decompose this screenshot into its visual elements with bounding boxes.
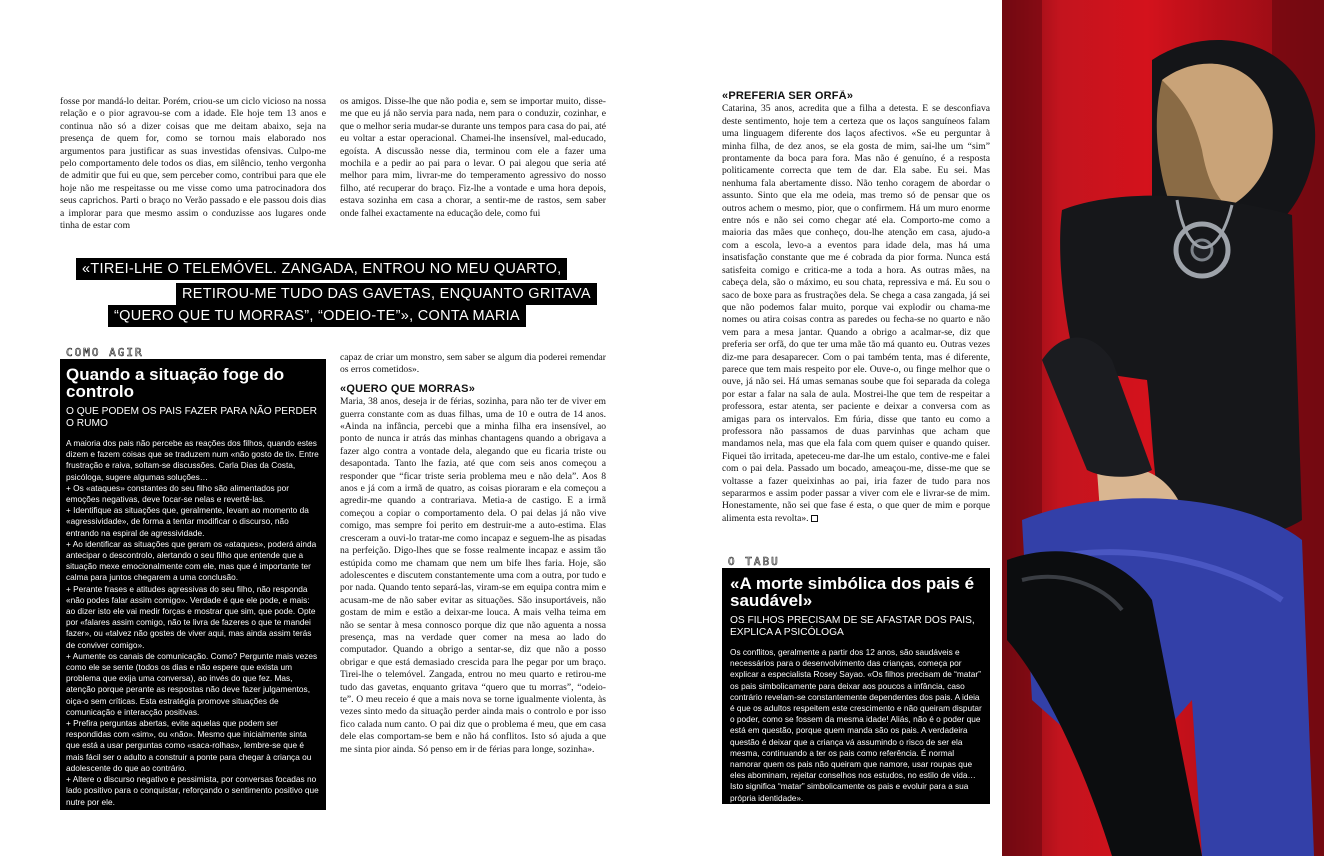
- article-paragraph: Maria, 38 anos, deseja ir de férias, sozinha, para não ter de viver em guerra constante com as duas filhas, uma de 10 e outra de 14 anos. «Ainda na infância, percebi que a minha filha era insensível, ao ponto de nunca ir atrás das minhas chantagens quando a obrigava a fazer algo contra a vontade dela, alegando que eu ficaria triste ou desapontada. Tanto lhe fazia, até que com seis anos começou a responder que “ficar triste seria problema meu e não dela”. Aos 8 anos e já com a irmã de quatro, as coisas pioraram e ela começou a agredir-me quando a contrariava. Metia-a de castigo. E a irmã começou a copiar o comportamento dela. O pai delas já não vive comigo, mas sempre foi perito em destruir-me a auto-estima. Elas cresceram a ouvi-lo tratar-me como incapaz e seguem-lhe as pisadas na perfeição. Digo-lhes que se fosse realmente incapaz e assim tão estúpida como me chamam que nem um bife lhes faria. Hoje, são adolescentes e discutem constantemente uma com a outra, por tudo e por nada. Quando tento separá-las, viram-se em equipa contra mim e acusam-me de não saber evitar as situações. São insuportáveis, não gostam de mim e estão a deixar-me louca. A mais velha teima em não se sentar à mesa connosco porque diz que não aguenta a nossa presença, mas na verdade quer comer na mesa ao lado do computador. Quando a obrigo a sentar-se, diz que não a posso obrigar e que está demasiado crescida para lhe pegar por um braço. Tirei-lhe o telemóvel. Zangada, entrou no meu quarto e retirou-me tudo das gavetas, enquanto gritava “quero que tu morras”, “odeio-te”. O meu receio é que a mais nova se torne igualmente violenta, às vezes sinto medo da situação perder ainda mais o controlo e por isso fico calada num canto. O pai diz que o problema é meu, que em casa dele elas comportam-se bem e não há conflitos. Isto só ajuda a que me sinta pior ainda. Só penso em ir de férias para longe, sozinha».: [340, 396, 606, 755]
- sidebar-body: [730, 647, 982, 804]
- sidebar-list-item: + Aumente os canais de comunicação. Como? Pergunte mais vezes como ele se sente (todos os dias e não espere que exista um problema que exija uma conversa), ao invés do que fez. Mas, atenção porque perante as respostas não deve fazer julgamentos, oiça-o sem críticas. Esta estratégia promove situações de comunicação e interacção positivas.: [66, 650, 318, 717]
- article-column-2b: [340, 352, 606, 816]
- sidebar-list-item: + Ao identificar as situações que geram os «ataques», poderá ainda antecipar o descontrolo, alertando o seu filho que entende que a situação mexe emocionalmente com ele, mas que é importante ter calma para juntos chegarem a uma conclusão.: [66, 538, 317, 583]
- end-mark-icon: [811, 515, 818, 522]
- sidebar-list-item: + Identifique as situações que, geralmente, levam ao momento da «agressividade», de forma a tentar modificar o discurso, não entrando na espiral de agressividade.: [66, 505, 309, 538]
- sidebar-list-item: + Os «ataques» constantes do seu filho são alimentados por emoções negativas, deve focar-se nelas e revertê-las.: [66, 482, 290, 505]
- sidebar-intro: A maioria dos pais não percebe as reações dos filhos, quando estes dizem e fazem coisas que se traduzem num «não gosto de ti». Entre frustração e raiva, soltam-se discussões. Carla Dias da Costa, psicóloga, sugere algumas soluções…: [66, 438, 319, 482]
- sidebar-box-tabu: [722, 568, 990, 804]
- article-column-2: [340, 96, 606, 232]
- sidebar-list-item: + Altere o discurso negativo e pessimista, por conversas focadas no lado positivo para o conquistar, reforçando o sentimento positivo que nutre por ele.: [66, 774, 319, 807]
- section-subhead: «QUERO QUE MORRAS»: [340, 382, 476, 395]
- sidebar-list-item: + Prefira perguntas abertas, evite aquelas que podem ser respondidas com «sim», ou «não». Mesmo que inicialmente sinta que está a usar perguntas como «saca-rolhas», lembre-se que é mais fácil ser o adulto a construir a ponte para chegar à criança ou adolescente do que ao contrário.: [66, 718, 312, 773]
- pull-quote-line-3: “QUERO QUE TU MORRAS”, “ODEIO-TE”», CONTA MARIA: [108, 305, 526, 327]
- article-column-1: [60, 96, 326, 232]
- pull-quote-line-2: RETIROU-ME TUDO DAS GAVETAS, ENQUANTO GRITAVA: [176, 283, 597, 305]
- sidebar-body: [66, 438, 320, 808]
- sidebar-kicker: O TABU: [728, 555, 780, 568]
- sidebar-kicker: COMO AGIR: [66, 346, 144, 359]
- sidebar-title: «A morte simbólica dos pais é saudável»: [730, 574, 975, 610]
- article-paragraph: [722, 103, 990, 525]
- article-paragraph: fosse por mandá-lo deitar. Porém, criou-se um ciclo vicioso na nossa relação e o pior agravou-se com a idade. Ele hoje tem 13 anos e continua não só a dizer coisas que me deitam abaixo, seja na presença de quem for, como se tornou mais elaborado nos argumentos para justificar as suas investidas ofensivas. Culpo-me pelo comportamento dele todos os dias, em silêncio, tenho vergonha de admitir que fui eu que, sem perceber como, contribui para que ele hoje não me respeitasse ou me visse como uma patrocinadora dos seus caprichos. Parti o braço no Verão passado e ele passou dois dias a implorar para que mesmo assim o conduzisse aos lugares onde tinha de estar com: [60, 96, 326, 232]
- photo-child: [1002, 0, 1324, 856]
- sidebar-list-item: + Perante frases e atitudes agressivas do seu filho, não responda «não podes falar assim comigo». Verdade é que ele pode, e mais: ao dizer isto ele vai medir forças e mostrar que sim, que pode. Opte por «falares assim comigo, não te livra de fazeres o que te mandei fazer», ou «talvez não gostes de viver aqui, mas ainda assim terás de conviver comigo».: [66, 583, 316, 650]
- section-subhead: «PREFERIA SER ORFÃ»: [722, 90, 854, 102]
- pull-quote-line-1: «TIREI-LHE O TELEMÓVEL. ZANGADA, ENTROU NO MEU QUARTO,: [76, 258, 567, 280]
- article-paragraph: capaz de criar um monstro, sem saber se algum dia poderei remendar os erros cometidos».: [340, 352, 606, 376]
- article-paragraph-text: Catarina, 35 anos, acredita que a filha a detesta. E se desconfiava deste sentimento, hoje tem a certeza que os laços sanguíneos falam uma linguagem diferente dos laços afectivos. «Se eu perguntar à minha filha, de dez anos, se ela gosta de mim, sai-lhe um “sim” prontamente da boca para fora. Mas não é genuíno, é a resposta politicamente correcta que tem de dar. Ela sabe. Eu sei. Mas nenhuma fala abertamente disso. Não tenho coragem de abordar o assunto. Sinto que ela me odeia, mas tremo só de pensar que os outros achem o mesmo, pior, que o confirmem. Há um muro enorme entre nós e não sei como chegar até ela. Comporto-me como a maioria das mães que conheço, dou-lhe atenção em casa, ajudo-a com a escola, levo-a a eventos para idade dela, mas há uma insatisfação constante que me é cobrada da pior forma. Nunca está satisfeita comigo e critica-me a toda a hora. As outras mães, na cabeça dela, são o máximo, eu sou chata, repressiva e má. Eu sou o saco de boxe para as frustrações dela. Se chega a casa zangada, já sei que não podemos falar muito, porque vai explodir ou chama-me nomes ou atira coisas contra as paredes ou fecha-se no quarto e não vem para a mesa jantar. Quando a obrigo a acalmar-se, diz que preferia ser orfã, do que ter uma mãe tão má quanto eu. Outras vezes diz-me para desaparecer. Com o pai também tenta, mas é diferente, parece que tem mais respeito por ele. Ouve-o, ou finge melhor que o ouve, já não sei. Há umas semanas soube que foi separada da colega por estar a falar na sala de aula. Mostrei-lhe que tem de respeitar a professora, estar atenta, ser paciente e deixar a conversa com as amigas para os intervalos. Em fúria, disse que tanto eu como a professora não passamos de duas parvinhas que acham que mandamos nela, mas que ela fala com quem quiser e quando quiser. Fiquei tão irritada, apeteceu-me dar-lhe um estalo, contive-me e falei com o pai dela. Passado um bocado, ameaçou-me, disse-me que se voltasse a fazer queixinhas ao pai, iria fazer de tudo para nos separarmos e assim poder passar a viver com ele e livrar-se de mim. Honestamente, não sei que fase é esta, o que quer de mim e porque alimenta esta revolta».: [722, 103, 990, 524]
- sidebar-subtitle: O QUE PODEM OS PAIS FAZER PARA NÃO PERDER O RUMO: [66, 406, 317, 429]
- sidebar-title: Quando a situação foge do controlo: [66, 365, 285, 401]
- article-paragraph: os amigos. Disse-lhe que não podia e, sem se importar muito, disse-me que eu já não servia para nada, nem para o conduzir, cozinhar, e que o melhor seria mudar-se durante uns tempos para casa do pai, até eu voltar a estar operacional. Chamei-lhe insensível, mal-educado, egoísta. A discussão nesse dia, terminou com ele a fazer uma mochila e a pedir ao pai para o levar. O pai alegou que seria até melhor para mim, livrar-me do temperamento agressivo do nosso filho, até recuperar do braço. Fiz-lhe a vontade e uma hora depois, estava sozinha em casa a chorar, a sentir-me de rastos, sem saber onde falhei exactamente na educação dele, como fui: [340, 96, 606, 219]
- article-column-3: [722, 90, 990, 542]
- sidebar-box-como-agir: [60, 359, 326, 810]
- sidebar-paragraph: Os conflitos, geralmente a partir dos 12 anos, são saudáveis e necessários para o desenvolvimento das crianças, começa por explicar a especialista Rosey Sayao. «Os filhos precisam de “matar” os pais simbolicamente para deixar aos poucos a infância, caso contrário revelam-se constantemente dependentes dos pais. A ideia é que os adultos respeitem este crescimento e não queiram disputar o poder, como se fossem da mesma idade! Aliás, não é o poder que está em questão, porque quem manda são os pais. A verdadeira questão é deixar que a criança vá assumindo o risco de ser ela mesma, continuando a ter os pais como referência. É normal namorar quem os pais não queiram que namore, usar roupas que eles abominam, rejeitar conselhos nos estudos, no estilo de vida… Isto significa “matar” simbolicamente os pais e evoluir para a sua própria identidade».: [730, 647, 982, 803]
- photo-child-hoodie-headphones-icon: [1002, 0, 1324, 856]
- sidebar-subtitle: OS FILHOS PRECISAM DE SE AFASTAR DOS PAIS, EXPLICA A PSICÓLOGA: [730, 615, 975, 638]
